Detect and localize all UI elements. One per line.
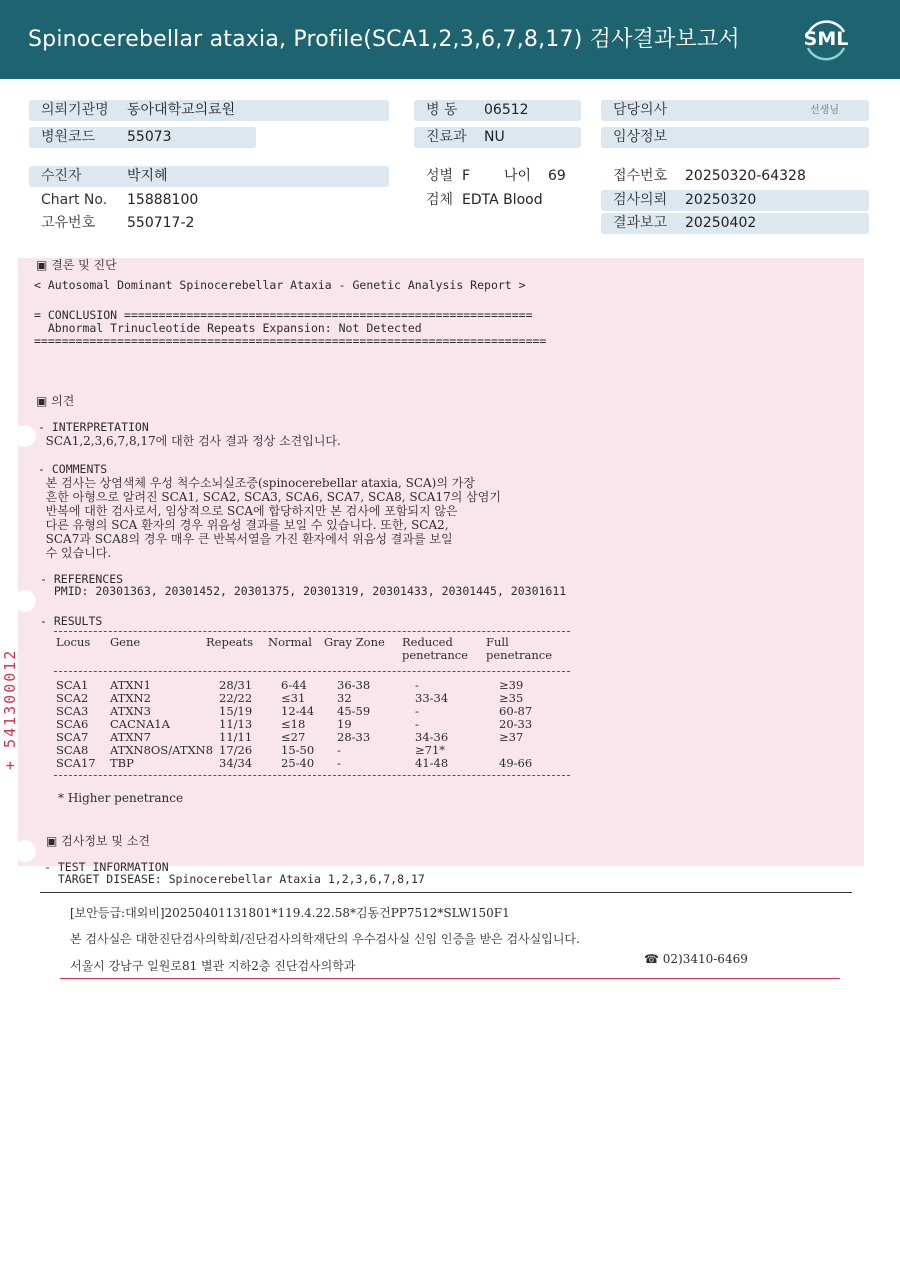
conclusion-text: Abnormal Trinucleotide Repeats Expansion: Not Detected	[34, 321, 422, 335]
cell-locus: SCA8	[56, 743, 89, 757]
cell-repeats: 11/11	[219, 730, 253, 744]
column-header: Gene	[110, 635, 141, 649]
clinical-label: 임상정보	[613, 129, 668, 145]
cell-locus: SCA3	[56, 704, 89, 718]
address-line: 서울시 강남구 일원로81 별관 지하2층 진단검사의학과	[70, 959, 356, 973]
footer-top-rule	[40, 892, 852, 893]
cell-gray-zone: 28-33	[337, 730, 371, 744]
comments-heading: - COMMENTS	[38, 462, 108, 476]
sml-logo	[800, 14, 852, 66]
footer-red-rule	[60, 978, 840, 979]
cell-gene: ATXN3	[110, 704, 151, 718]
specimen-value: EDTA Blood	[462, 192, 543, 208]
results-heading: - RESULTS	[40, 614, 103, 628]
column-header: Reduced penetrance	[402, 635, 469, 662]
cell-normal: ≤31	[281, 691, 306, 705]
cell-normal: 6-44	[281, 678, 307, 692]
column-header: Locus	[56, 635, 91, 649]
conclusion-rule: ==========================================================================	[34, 334, 547, 348]
receipt-value: 20250320-64328	[685, 168, 806, 184]
results-header-rule	[54, 671, 570, 672]
receipt-field	[601, 166, 869, 187]
results-bottom-rule	[54, 775, 570, 776]
column-header: Repeats	[206, 635, 254, 649]
sex-label: 성별	[426, 168, 454, 184]
cell-repeats: 17/26	[219, 743, 253, 757]
cell-reduced: 41-48	[415, 756, 449, 770]
dept-field	[414, 127, 581, 148]
cell-gene: ATXN8OS/ATXN8	[110, 743, 214, 757]
results-body	[56, 679, 585, 770]
request-label: 검사의뢰	[613, 192, 668, 208]
cell-reduced: -	[415, 717, 419, 731]
age-value: 69	[548, 168, 566, 184]
punch-hole	[14, 840, 36, 862]
cell-gray-zone: 19	[337, 717, 352, 731]
cell-locus: SCA6	[56, 717, 89, 731]
cell-reduced: -	[415, 678, 419, 692]
cell-gray-zone: 32	[337, 691, 352, 705]
chart-value: 15888100	[127, 192, 199, 208]
cell-reduced: 33-34	[415, 691, 449, 705]
cell-locus: SCA2	[56, 691, 89, 705]
interpretation-heading: - INTERPRETATION	[38, 420, 149, 434]
logo-text: SML	[803, 28, 849, 50]
cell-locus: SCA7	[56, 730, 89, 744]
results-top-rule	[54, 631, 570, 632]
patient-name-value: 박지혜	[127, 168, 168, 184]
section-opinion-heading: ▣ 의견	[36, 394, 75, 408]
cell-gene: ATXN1	[110, 678, 151, 692]
cell-full: 60-87	[499, 704, 533, 718]
patient-name-field	[29, 166, 389, 187]
clinical-field	[601, 127, 869, 148]
hospital-code-label: 병원코드	[41, 129, 96, 145]
cell-gene: CACNA1A	[110, 717, 170, 731]
scanned-report	[1, 250, 864, 990]
results-header-row	[56, 636, 572, 662]
cell-normal: ≤27	[281, 730, 306, 744]
references-text: PMID: 20301363, 20301452, 20301375, 20301319, 20301433, 20301445, 20301611	[40, 584, 567, 598]
chart-field	[29, 190, 389, 211]
request-value: 20250320	[685, 192, 757, 208]
section-testinfo-heading: ▣ 검사정보 및 소견	[46, 834, 150, 848]
table-row	[56, 757, 585, 770]
report-date-value: 20250402	[685, 215, 757, 231]
results-note: * Higher penetrance	[58, 791, 184, 805]
institution-value: 동아대학교의료원	[127, 102, 236, 118]
comments-line: 본 검사는 상염색체 우성 척수소뇌실조증(spinocerebellar ataxia, SCA)의 가장	[38, 476, 475, 490]
cell-reduced: 34-36	[415, 730, 449, 744]
cell-repeats: 34/34	[219, 756, 253, 770]
cell-full: ≥37	[499, 730, 524, 744]
cell-gray-zone: 36-38	[337, 678, 371, 692]
column-header: Gray Zone	[324, 635, 385, 649]
institution-field	[29, 100, 389, 121]
comments-line: 흔한 아형으로 알려진 SCA1, SCA2, SCA3, SCA6, SCA7, SCA8, SCA17의 삼염기	[38, 490, 501, 504]
doctor-label: 담당의사	[613, 102, 668, 118]
report-header	[0, 0, 900, 79]
column-header: Normal	[268, 635, 312, 649]
interpretation-text: SCA1,2,3,6,7,8,17에 대한 검사 결과 정상 소견입니다.	[38, 434, 341, 448]
ward-value: 06512	[484, 102, 529, 118]
references-heading: - REFERENCES	[40, 572, 124, 586]
testinfo-heading: - TEST INFORMATION	[44, 860, 169, 874]
cell-full: ≥39	[499, 678, 524, 692]
report-date-field	[601, 213, 869, 234]
unique-value: 550717-2	[127, 215, 195, 231]
dept-value: NU	[484, 129, 505, 145]
report-subtitle: < Autosomal Dominant Spinocerebellar Ataxia - Genetic Analysis Report >	[34, 278, 526, 292]
comments-line: 수 있습니다.	[38, 546, 112, 560]
cell-full: ≥35	[499, 691, 524, 705]
results-table	[56, 636, 572, 662]
hospital-code-field	[29, 127, 256, 148]
cell-gray-zone: -	[337, 743, 341, 757]
cell-gene: ATXN2	[110, 691, 151, 705]
comments-line: SCA7과 SCA8의 경우 매우 큰 반복서열을 가진 환자에서 위음성 결과를 보일	[38, 532, 453, 546]
column-header: Full penetrance	[486, 635, 553, 662]
serial-stamp: + 541300012	[1, 648, 19, 770]
receipt-label: 접수번호	[613, 168, 668, 184]
cell-normal: ≤18	[281, 717, 306, 731]
cell-gene: ATXN7	[110, 730, 151, 744]
cell-repeats: 22/22	[219, 691, 253, 705]
cell-gray-zone: 45-59	[337, 704, 371, 718]
phone-line: ☎ 02)3410-6469	[644, 952, 748, 966]
punch-hole	[14, 590, 36, 612]
certification-line: 본 검사실은 대한진단검사의학회/진단검사의학재단의 우수검사실 신임 인증을 받은 검사실입니다.	[70, 932, 580, 946]
cell-full: 20-33	[499, 717, 533, 731]
cell-locus: SCA1	[56, 678, 89, 692]
specimen-field	[414, 190, 581, 211]
cell-full: 49-66	[499, 756, 533, 770]
testinfo-text: TARGET DISEASE: Spinocerebellar Ataxia 1,2,3,6,7,8,17	[44, 872, 425, 886]
unique-field	[29, 213, 389, 234]
specimen-label: 검체	[426, 192, 454, 208]
conclusion-heading: = CONCLUSION ===========================================================	[34, 308, 533, 322]
cell-reduced: -	[415, 704, 419, 718]
age-label: 나이	[504, 168, 532, 184]
cell-repeats: 11/13	[219, 717, 253, 731]
cell-normal: 15-50	[281, 743, 315, 757]
ward-label: 병 동	[426, 102, 458, 118]
doctor-suffix: 선생님	[810, 105, 839, 116]
cell-normal: 12-44	[281, 704, 315, 718]
report-date-label: 결과보고	[613, 215, 668, 231]
ward-field	[414, 100, 581, 121]
chart-label: Chart No.	[41, 192, 108, 208]
cell-repeats: 28/31	[219, 678, 253, 692]
cell-locus: SCA17	[56, 756, 96, 770]
security-line: [보안등급:대외비]20250401131801*119.4.22.58*김동건PP7512*SLW150F1	[70, 906, 510, 920]
punch-hole	[14, 425, 36, 447]
cell-gene: TBP	[110, 756, 134, 770]
dept-label: 진료과	[426, 129, 467, 145]
cell-gray-zone: -	[337, 756, 341, 770]
comments-line: 반복에 대한 검사로서, 임상적으로 SCA에 합당하지만 본 검사에 포함되지 않은	[38, 504, 458, 518]
comments-line: 다른 유형의 SCA 환자의 경우 위음성 결과를 보일 수 있습니다. 또한, SCA2,	[38, 518, 449, 532]
report-title: Spinocerebellar ataxia, Profile(SCA1,2,3,6,7,8,17) 검사결과보고서	[28, 27, 740, 52]
institution-label: 의뢰기관명	[41, 102, 109, 118]
doctor-field	[601, 100, 869, 121]
hospital-code-value: 55073	[127, 129, 172, 145]
request-field	[601, 190, 869, 211]
cell-reduced: ≥71*	[415, 743, 446, 757]
section-conclusion-heading: ▣ 결론 및 진단	[36, 258, 117, 272]
sex-value: F	[462, 168, 471, 184]
cell-normal: 25-40	[281, 756, 315, 770]
sex-age-field	[414, 166, 581, 187]
cell-repeats: 15/19	[219, 704, 253, 718]
patient-name-label: 수진자	[41, 168, 82, 184]
unique-label: 고유번호	[41, 215, 96, 231]
